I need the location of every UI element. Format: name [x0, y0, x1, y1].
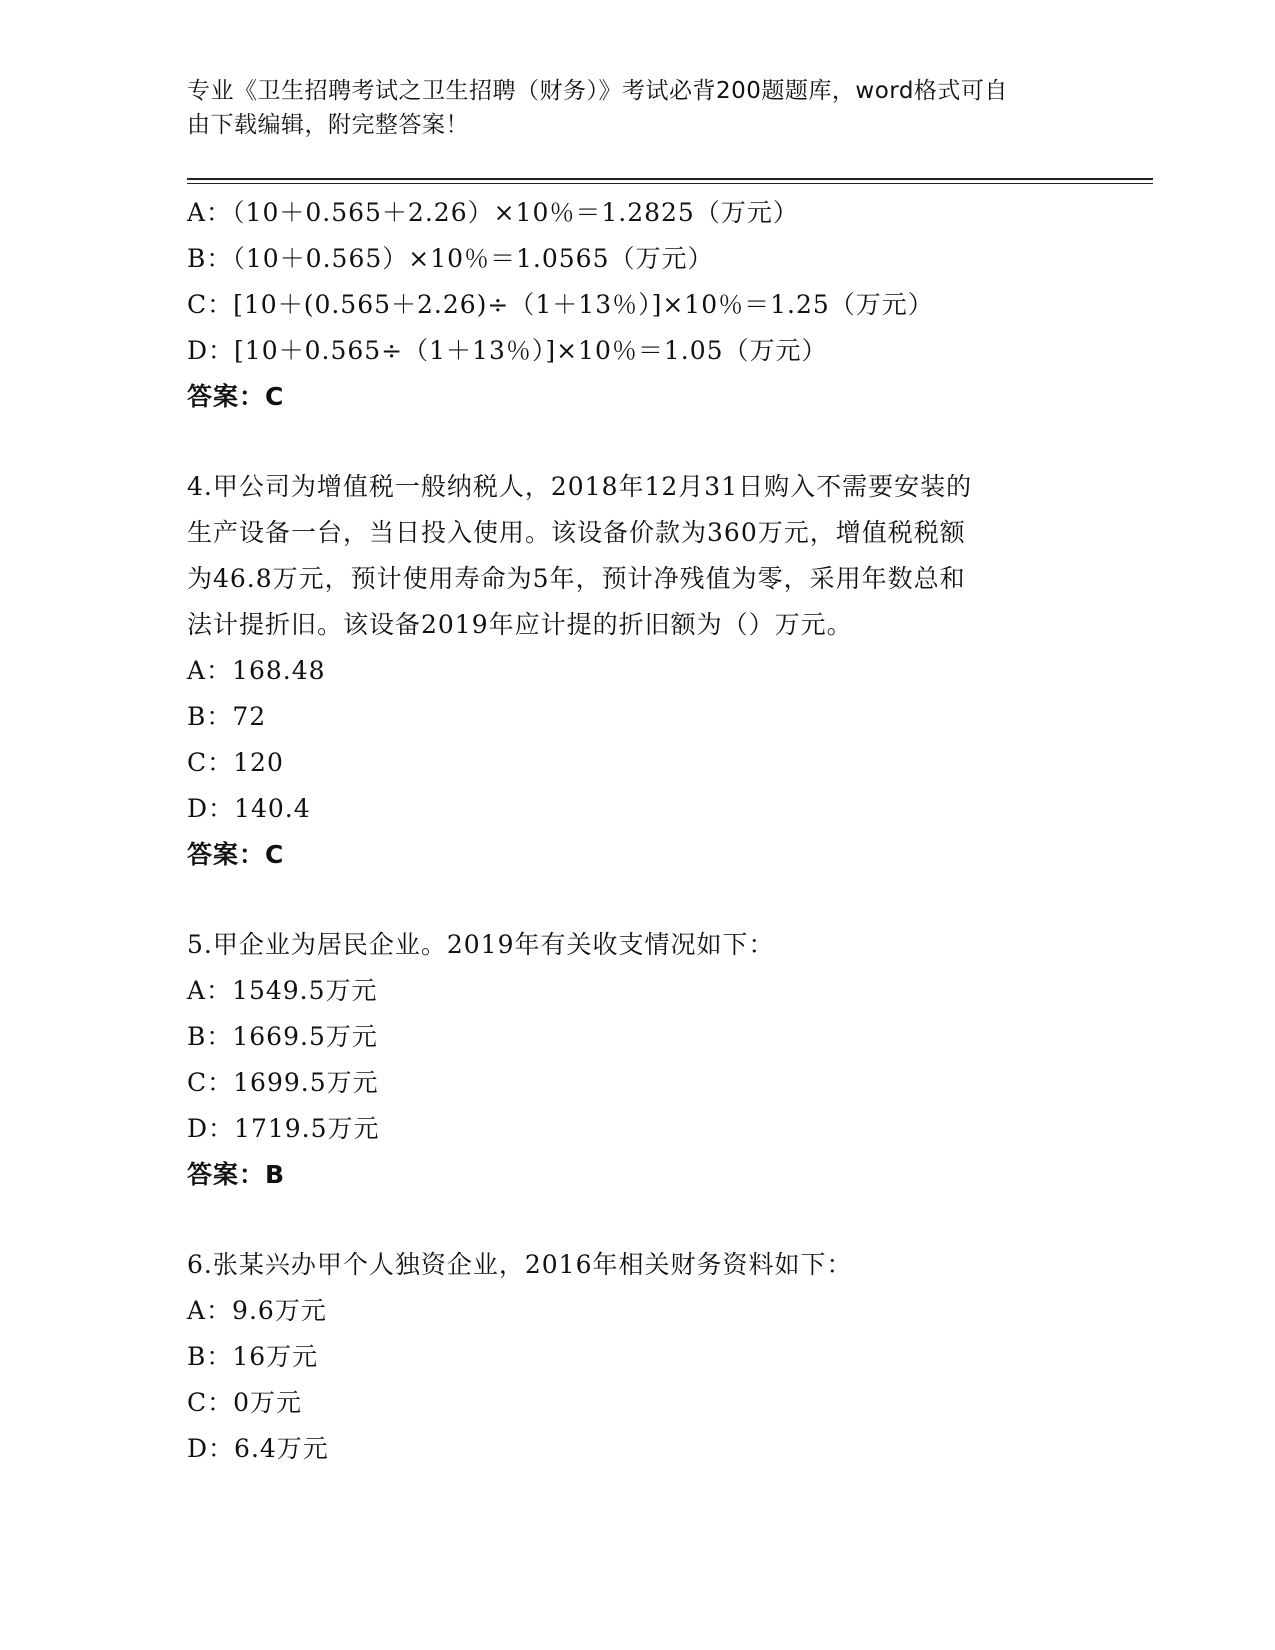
question-stem-line: 4.甲公司为增值税一般纳税人，2018年12月31日购入不需要安装的 — [187, 472, 973, 501]
question-3-block — [187, 190, 1147, 420]
option-c: C：[10＋(0.565＋2.26)÷（1＋13％）]×10％＝1.25（万元） — [187, 290, 934, 319]
option-d: D：1719.5万元 — [187, 1114, 380, 1143]
question-list — [187, 190, 1147, 1472]
option-c: C：120 — [187, 748, 284, 777]
question-stem: 6.张某兴办甲个人独资企业，2016年相关财务资料如下： — [187, 1250, 853, 1279]
option-b: B：72 — [187, 702, 267, 731]
question-stem-line: 生产设备一台，当日投入使用。该设备价款为360万元，增值税税额 — [187, 518, 966, 547]
spacer — [187, 420, 1147, 464]
question-5-block — [187, 922, 1147, 1198]
option-b: B：16万元 — [187, 1342, 319, 1371]
option-a: A：1549.5万元 — [187, 976, 378, 1005]
option-d: D：140.4 — [187, 794, 311, 823]
question-stem-line: 法计提折旧。该设备2019年应计提的折旧额为（）万元。 — [187, 610, 853, 639]
answer-label: 答案：C — [187, 840, 285, 869]
header-divider-thick — [187, 178, 1153, 180]
option-b: B：1669.5万元 — [187, 1022, 378, 1051]
option-a: A：（10＋0.565＋2.26）×10％＝1.2825（万元） — [187, 198, 799, 227]
answer-label: 答案：B — [187, 1160, 286, 1189]
option-a: A：9.6万元 — [187, 1296, 327, 1325]
question-4-block — [187, 464, 1147, 878]
document-header — [187, 74, 1087, 142]
question-stem: 5.甲企业为居民企业。2019年有关收支情况如下： — [187, 930, 775, 959]
option-d: D：6.4万元 — [187, 1434, 329, 1463]
answer-label: 答案：C — [187, 382, 285, 411]
option-c: C：1699.5万元 — [187, 1068, 379, 1097]
header-divider-thin — [187, 183, 1153, 184]
option-b: B：（10＋0.565）×10％＝1.0565（万元） — [187, 244, 714, 273]
spacer — [187, 878, 1147, 922]
header-line-2: 由下载编辑，附完整答案！ — [187, 112, 469, 138]
question-stem-line: 为46.8万元，预计使用寿命为5年，预计净残值为零，采用年数总和 — [187, 564, 966, 593]
question-6-block — [187, 1242, 1147, 1472]
header-line-1: 专业《卫生招聘考试之卫生招聘（财务）》考试必背200题题库，word格式可自 — [187, 78, 1008, 104]
option-a: A：168.48 — [187, 656, 326, 685]
spacer — [187, 1198, 1147, 1242]
option-c: C：0万元 — [187, 1388, 303, 1417]
option-d: D：[10＋0.565÷（1＋13％）]×10％＝1.05（万元） — [187, 336, 828, 365]
